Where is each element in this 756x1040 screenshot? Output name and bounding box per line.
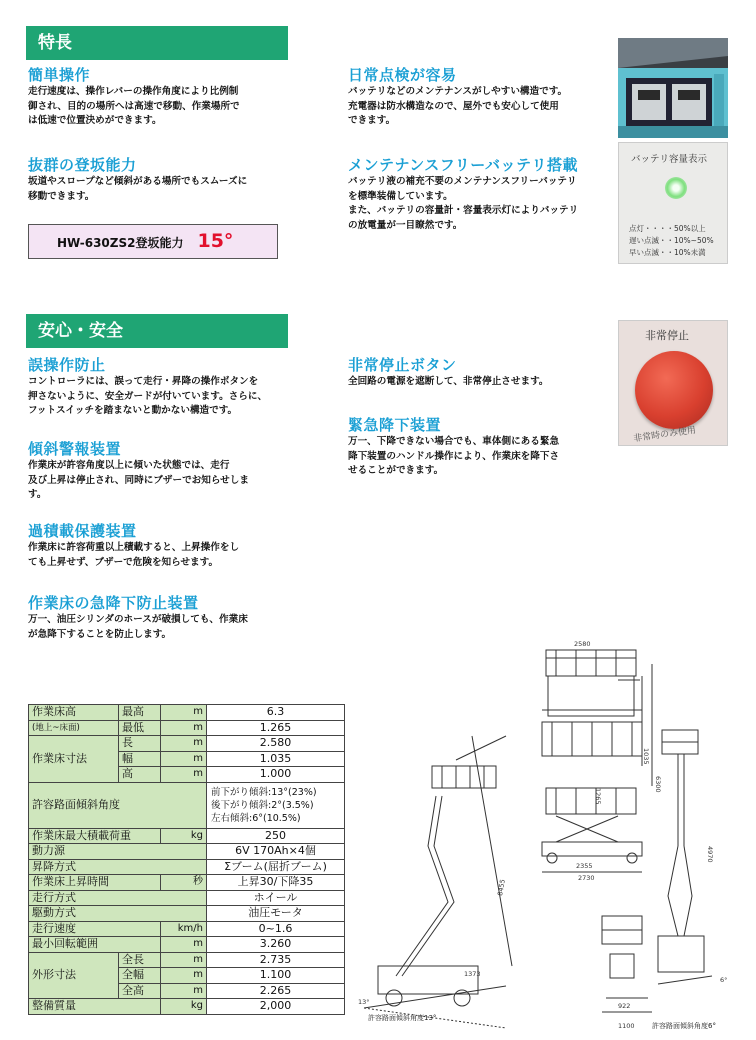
table-row xyxy=(29,999,345,1015)
spec-label: 走行方式 xyxy=(29,890,207,906)
spec-sublabel: 最高 xyxy=(119,705,161,721)
dimension-label: 2580 xyxy=(574,640,591,648)
spec-label: 作業床高 xyxy=(29,705,119,721)
battery-panel-row: 点灯・・・・50%以上 xyxy=(629,224,706,233)
table-row xyxy=(29,859,345,875)
safety-overload xyxy=(28,522,328,570)
spec-unit: m xyxy=(161,983,207,999)
battery-indicator-lamp xyxy=(665,177,687,199)
spec-value: 油圧モータ xyxy=(207,906,345,922)
table-row xyxy=(29,828,345,844)
dimension-label: 13° xyxy=(358,998,370,1006)
spec-value-multiline xyxy=(207,782,345,828)
features-section-title: 特長 xyxy=(26,26,288,60)
feature-climbing xyxy=(28,156,328,204)
spec-value: 6V 170Ah×4個 xyxy=(207,844,345,860)
spec-label: 作業床上昇時間 xyxy=(29,875,161,891)
drawing-caption-right: 許容路面傾斜角度6° xyxy=(652,1022,716,1030)
battery-panel-row: 早い点滅・・10%未満 xyxy=(629,248,706,257)
spec-label: 整備質量 xyxy=(29,999,161,1015)
safety-emergency-stop xyxy=(348,356,608,390)
table-row xyxy=(29,844,345,860)
feature-title: 非常停止ボタン xyxy=(348,356,457,374)
spec-value: 250 xyxy=(207,828,345,844)
feature-text-line: フットスイッチを踏まないと動かない構造です。 xyxy=(28,405,238,416)
spec-value-line: 後下がり傾斜:2°(3.5%) xyxy=(211,799,314,811)
dimension-label: 4970 xyxy=(706,846,714,863)
feature-text-line: 及び上昇は停止され、同時にブザーでお知らせしま xyxy=(28,474,249,486)
feature-text-line: す。 xyxy=(28,489,47,500)
platform-side-view-drawing xyxy=(542,788,642,872)
front-view-drawing xyxy=(602,730,712,1012)
spec-unit: 秒 xyxy=(161,875,207,891)
technical-drawings xyxy=(356,636,752,1036)
spec-sublabel: 全長 xyxy=(119,952,161,968)
table-row xyxy=(29,875,345,891)
spec-value: 2.735 xyxy=(207,952,345,968)
spec-unit: m xyxy=(161,952,207,968)
spec-value: 3.260 xyxy=(207,937,345,953)
spec-unit: m xyxy=(161,720,207,736)
feature-text-line: 坂道やスロープなど傾斜がある場所でもスムーズに xyxy=(28,176,248,187)
spec-value: 2.580 xyxy=(207,736,345,752)
spec-value: Σブーム(屈折ブーム) xyxy=(207,859,345,875)
spec-value: 0~1.6 xyxy=(207,921,345,937)
platform-top-view-drawing xyxy=(542,650,652,786)
spec-unit: m xyxy=(161,751,207,767)
spec-unit: km/h xyxy=(161,921,207,937)
dimension-label: 1265 xyxy=(594,788,602,805)
feature-text-line: コントローラには、誤って走行・昇降の操作ボタンを xyxy=(28,376,259,387)
feature-text-line: 押さないように、安全ガードが付いています。さらに、 xyxy=(28,390,268,402)
feature-title: 簡単操作 xyxy=(28,66,91,84)
spec-label: 作業床最大積載荷重 xyxy=(29,828,161,844)
spec-sublabel: 全幅 xyxy=(119,968,161,984)
feature-text-line: ても上昇せず、ブザーで危険を知らせます。 xyxy=(28,556,219,568)
table-row xyxy=(29,921,345,937)
spec-unit: kg xyxy=(161,999,207,1015)
table-row xyxy=(29,937,345,953)
safety-emergency-lowering xyxy=(348,416,608,479)
feature-text-line: は低速で位置決めができます。 xyxy=(28,115,162,126)
spec-value-line: 前下がり傾斜:13°(23%) xyxy=(211,786,317,798)
spec-unit: m xyxy=(161,937,207,953)
dimension-label: 1035 xyxy=(642,748,650,765)
estop-label-bottom: 非常時のみ使用 xyxy=(632,425,697,445)
table-row xyxy=(29,782,345,828)
spec-label: 走行速度 xyxy=(29,921,161,937)
spec-value: 6.3 xyxy=(207,705,345,721)
safety-tilt-alarm xyxy=(28,440,328,503)
climb-ability-label: HW-630ZS2登坂能力 xyxy=(57,236,184,250)
climb-ability-value: 15° xyxy=(197,230,234,252)
feature-easy-operation xyxy=(28,66,328,129)
spec-sublabel: 全高 xyxy=(119,983,161,999)
dimension-label: 2730 xyxy=(578,874,595,882)
spec-value: 1.265 xyxy=(207,720,345,736)
spec-unit: m xyxy=(161,767,207,783)
feature-title: 作業床の急降下防止装置 xyxy=(28,594,199,612)
spec-unit: kg xyxy=(161,828,207,844)
spec-sublabel: 高 xyxy=(119,767,161,783)
table-row xyxy=(29,736,345,752)
spec-value-line: 左右傾斜:6°(10.5%) xyxy=(211,812,301,824)
spec-value: 2,000 xyxy=(207,999,345,1015)
table-row xyxy=(29,952,345,968)
feature-title: 日常点検が容易 xyxy=(348,66,457,84)
dimension-label: 6° xyxy=(720,976,728,984)
boom-side-view-drawing xyxy=(364,736,512,1028)
spec-label: (地上~床面) xyxy=(29,720,119,736)
spec-value: 上昇30/下降35 xyxy=(207,875,345,891)
spec-value: 1.000 xyxy=(207,767,345,783)
emergency-stop-button-image xyxy=(635,351,713,429)
safety-section-title: 安心・安全 xyxy=(26,314,288,348)
dimension-label: 922 xyxy=(618,1002,631,1010)
feature-daily-check xyxy=(348,66,608,129)
spec-sublabel: 最低 xyxy=(119,720,161,736)
battery-panel-title: バッテリ容量表示 xyxy=(631,154,708,165)
feature-battery xyxy=(348,156,610,233)
spec-unit: m xyxy=(161,705,207,721)
feature-text-line: 作業床に許容荷重以上積載すると、上昇操作をし xyxy=(28,542,240,553)
dimension-label: 2355 xyxy=(576,862,593,870)
table-row xyxy=(29,906,345,922)
spec-label: 外形寸法 xyxy=(29,952,119,999)
feature-text-line: 移動できます。 xyxy=(28,190,95,202)
spec-unit: m xyxy=(161,968,207,984)
feature-title: 抜群の登坂能力 xyxy=(28,156,137,174)
spec-label: 動力源 xyxy=(29,844,207,860)
feature-title: 傾斜警報装置 xyxy=(28,440,122,458)
feature-text-line: 充電器は防水構造なので、屋外でも安心して使用 xyxy=(348,100,559,112)
feature-text-line: せることができます。 xyxy=(348,465,444,476)
dimension-label: 8455 xyxy=(496,878,507,897)
drawing-caption-left: 許容路面傾斜角度13° xyxy=(368,1014,437,1022)
feature-title: 誤操作防止 xyxy=(28,356,106,374)
feature-text-line: が急降下することを防止します。 xyxy=(28,628,172,640)
spec-value: 1.100 xyxy=(207,968,345,984)
battery-indicator-panel xyxy=(618,142,728,264)
spec-unit: m xyxy=(161,736,207,752)
feature-text-line: 御され、目的の場所へは高速で移動、作業場所で xyxy=(28,100,240,112)
feature-text-line: できます。 xyxy=(348,115,396,126)
feature-text-line: 作業床が許容角度以上に傾いた状態では、走行 xyxy=(28,460,230,471)
spec-sublabel: 幅 xyxy=(119,751,161,767)
spec-label: 作業床寸法 xyxy=(29,736,119,783)
spec-label: 許容路面傾斜角度 xyxy=(29,782,207,828)
spec-table xyxy=(28,704,345,1015)
safety-misoperation xyxy=(28,356,328,419)
feature-text-line: 万一、油圧シリンダのホースが破損しても、作業床 xyxy=(28,614,248,625)
spec-label: 駆動方式 xyxy=(29,906,207,922)
feature-text-line: バッテリなどのメンテナンスがしやすい構造です。 xyxy=(348,86,568,97)
spec-label: 昇降方式 xyxy=(29,859,207,875)
dimension-label: 1373 xyxy=(464,970,481,978)
estop-label-top: 非常停止 xyxy=(645,329,689,342)
feature-text-line: の放電量が一目瞭然です。 xyxy=(348,219,463,231)
dimension-label: 1100 xyxy=(618,1022,635,1030)
climb-ability-box xyxy=(28,224,278,259)
feature-text-line: バッテリ液の補充不要のメンテナンスフリーバッテリ xyxy=(348,176,577,187)
feature-text-line: を標準装備しています。 xyxy=(348,190,453,202)
feature-title: メンテナンスフリーバッテリ搭載 xyxy=(348,156,578,174)
table-row xyxy=(29,720,345,736)
feature-text-line: 全回路の電源を遮断して、非常停止させます。 xyxy=(348,376,549,387)
feature-title: 過積載保護装置 xyxy=(28,522,137,540)
table-row xyxy=(29,705,345,721)
spec-sublabel: 長 xyxy=(119,736,161,752)
feature-text-line: また、バッテリの容量計・容量表示灯によりバッテリ xyxy=(348,205,579,216)
feature-text-line: 走行速度は、操作レバーの操作角度により比例制 xyxy=(28,86,239,97)
safety-drop-prevention xyxy=(28,594,328,642)
feature-text-line: 降下装置のハンドル操作により、作業床を降下さ xyxy=(348,450,560,462)
dimension-label: 6300 xyxy=(654,776,662,793)
battery-compartment-photo xyxy=(618,38,728,138)
spec-value: 1.035 xyxy=(207,751,345,767)
feature-title: 緊急降下装置 xyxy=(348,416,442,434)
feature-text-line: 万一、下降できない場合でも、車体側にある緊急 xyxy=(348,436,560,447)
battery-panel-row: 遅い点滅・・10%~50% xyxy=(629,236,714,245)
table-row xyxy=(29,890,345,906)
spec-value: ホイール xyxy=(207,890,345,906)
spec-value: 2.265 xyxy=(207,983,345,999)
spec-label: 最小回転範囲 xyxy=(29,937,161,953)
emergency-stop-photo xyxy=(618,320,728,446)
